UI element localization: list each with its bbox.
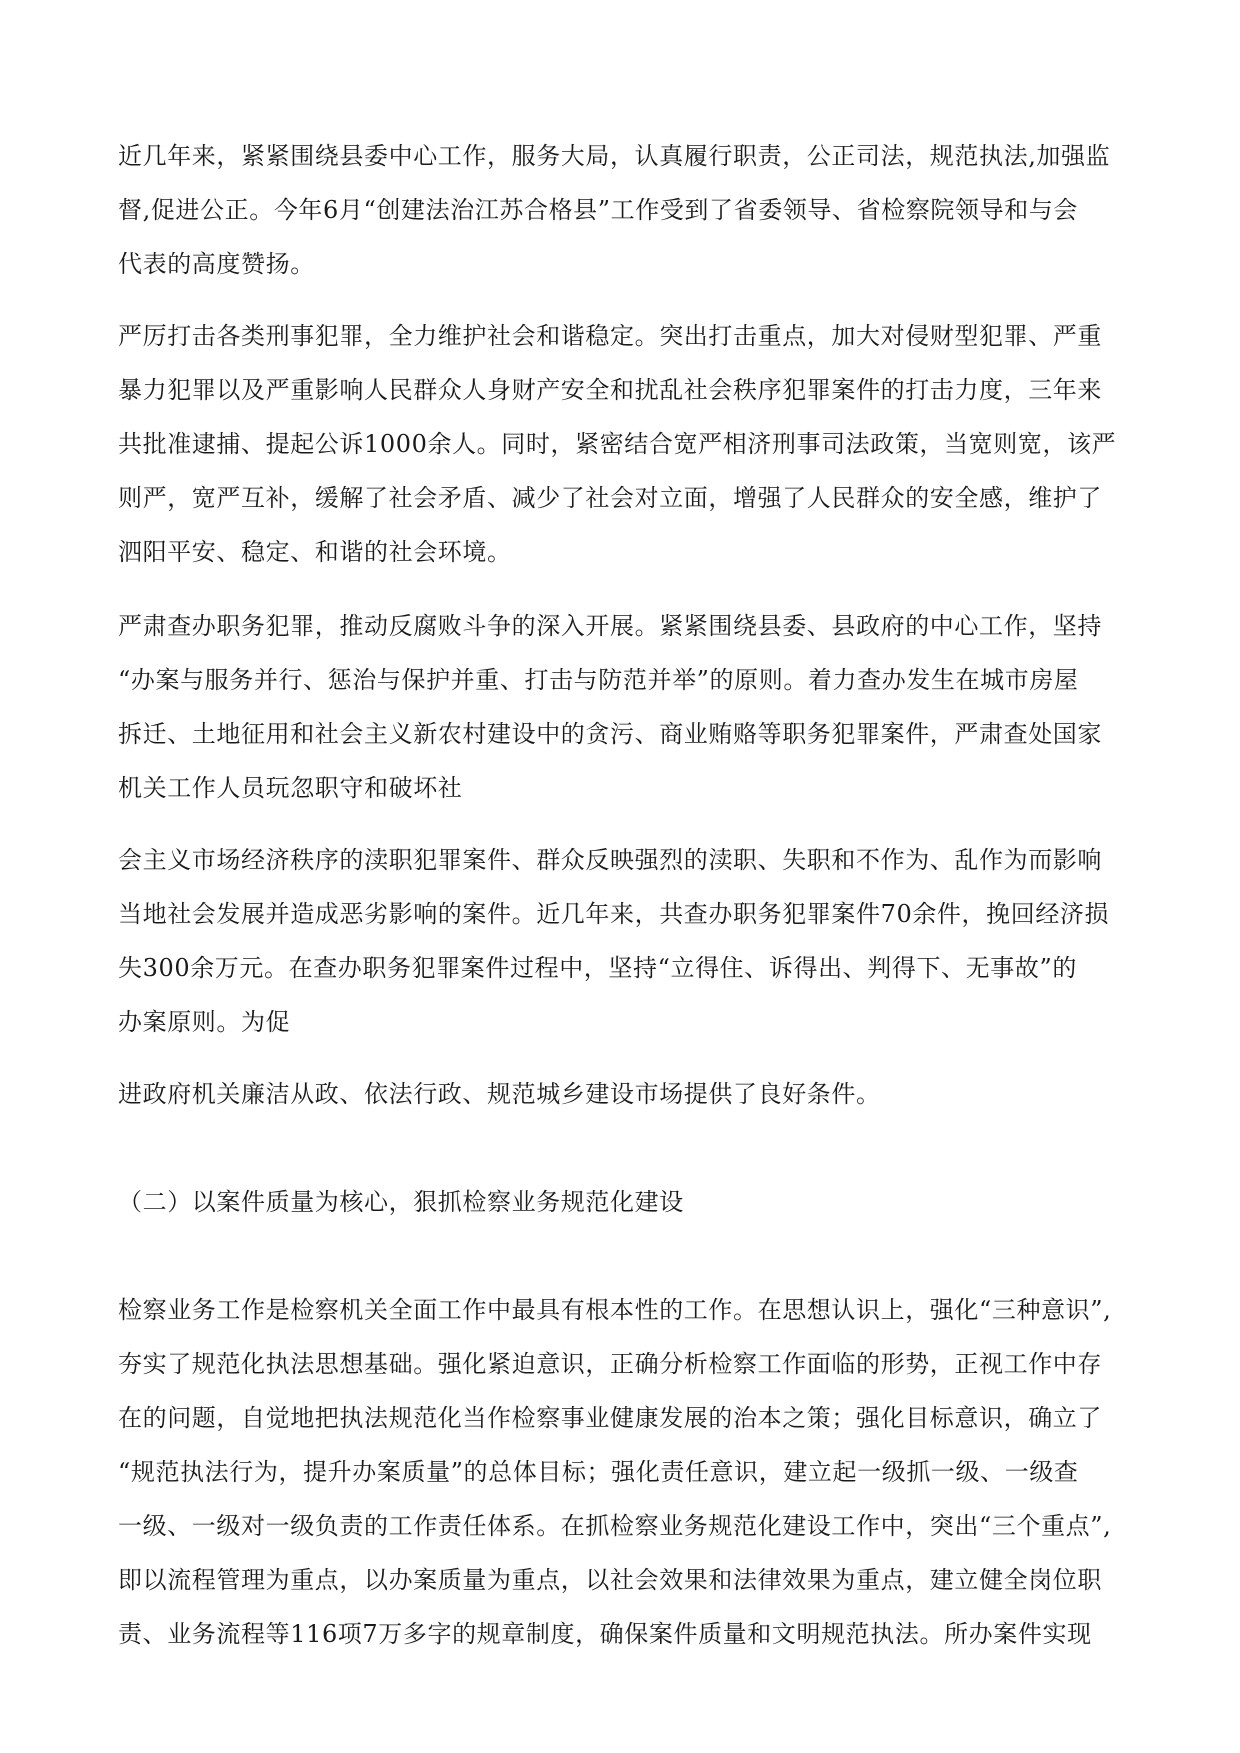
paragraph-2 [118, 309, 1122, 579]
text-line: 暴力犯罪以及严重影响人民群众人身财产安全和扰乱社会秩序犯罪案件的打击力度，三年来 [118, 376, 1102, 404]
text-line: 拆迁、土地征用和社会主义新农村建设中的贪污、商业贿赂等职务犯罪案件，严肃查处国家 [118, 720, 1102, 748]
text-line: 则严，宽严互补，缓解了社会矛盾、减少了社会对立面，增强了人民群众的安全感，维护了 [118, 484, 1102, 512]
paragraph-4 [118, 833, 1122, 1049]
text-line: 严肃查办职务犯罪，推动反腐败斗争的深入开展。紧紧围绕县委、县政府的中心工作，坚持 [118, 612, 1102, 640]
text-line: （二）以案件质量为核心，狠抓检察业务规范化建设 [118, 1188, 684, 1216]
text-line: 严厉打击各类刑事犯罪，全力维护社会和谐稳定。突出打击重点，加大对侵财型犯罪、严重 [118, 322, 1102, 350]
text-line: 近几年来，紧紧围绕县委中心工作，服务大局，认真履行职责，公正司法，规范执法,加强监 [118, 142, 1111, 170]
paragraph-5 [118, 1067, 1122, 1121]
text-line: 会主义市场经济秩序的渎职犯罪案件、群众反映强烈的渎职、失职和不作为、乱作为而影响 [118, 846, 1102, 874]
text-line: 当地社会发展并造成恶劣影响的案件。近几年来，共查办职务犯罪案件70余件，挽回经济损 [118, 900, 1110, 928]
section-heading [118, 1175, 1122, 1229]
text-line: 进政府机关廉洁从政、依法行政、规范城乡建设市场提供了良好条件。 [118, 1080, 881, 1108]
text-line: 即以流程管理为重点，以办案质量为重点，以社会效果和法律效果为重点，建立健全岗位职 [118, 1566, 1102, 1594]
text-line: 督,促进公正。今年6月“创建法治江苏合格县”工作受到了省委领导、省检察院领导和与会 [118, 196, 1079, 224]
text-line: 办案原则。为促 [118, 1008, 291, 1036]
text-line: 在的问题，自觉地把执法规范化当作检察事业健康发展的治本之策；强化目标意识，确立了 [118, 1404, 1102, 1432]
text-line: “办案与服务并行、惩治与保护并重、打击与防范并举”的原则。着力查办发生在城市房屋 [118, 666, 1079, 694]
text-line: 检察业务工作是检察机关全面工作中最具有根本性的工作。在思想认识上，强化“三种意识”, [118, 1296, 1112, 1324]
paragraph-6 [118, 1283, 1122, 1661]
text-line: “规范执法行为，提升办案质量”的总体目标；强化责任意识，建立起一级抓一级、一级查 [118, 1458, 1079, 1486]
text-line: 责、业务流程等116项7万多字的规章制度，确保案件质量和文明规范执法。所办案件实现 [118, 1620, 1092, 1648]
text-line: 泗阳平安、稳定、和谐的社会环境。 [118, 538, 512, 566]
text-line: 失300余万元。在查办职务犯罪案件过程中，坚持“立得住、诉得出、判得下、无事故”的 [118, 954, 1077, 982]
text-line: 一级、一级对一级负责的工作责任体系。在抓检察业务规范化建设工作中，突出“三个重点”, [118, 1512, 1112, 1540]
text-line: 代表的高度赞扬。 [118, 250, 315, 278]
paragraph-1 [118, 129, 1122, 291]
text-line: 夯实了规范化执法思想基础。强化紧迫意识，正确分析检察工作面临的形势，正视工作中存 [118, 1350, 1102, 1378]
text-line: 共批准逮捕、提起公诉1000余人。同时，紧密结合宽严相济刑事司法政策，当宽则宽，该严 [118, 430, 1117, 458]
paragraph-3 [118, 599, 1122, 815]
text-line: 机关工作人员玩忽职守和破坏社 [118, 774, 463, 802]
